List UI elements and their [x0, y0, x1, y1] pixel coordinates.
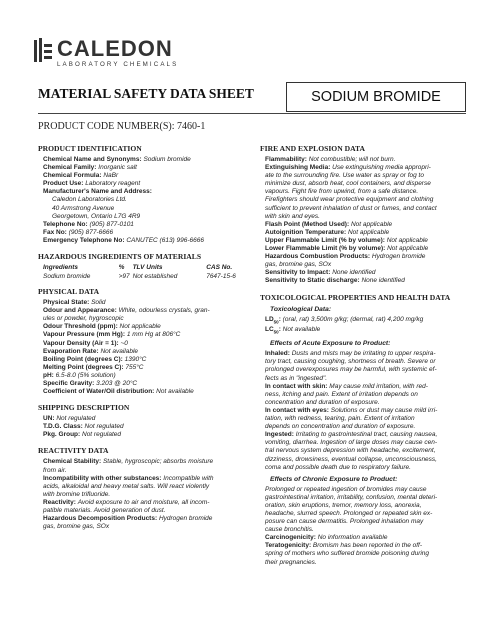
- list-item: ules or powder, hygroscopic: [43, 315, 124, 323]
- list-item: Ingested: Irritating to gastrointestinal tract, causing nausea,: [265, 431, 438, 439]
- list-item: gastrointestinal irritation, irritability, confusion, mental deteri-: [265, 493, 438, 501]
- list-item: Inhaled: Dusts and mists may be irritating to upper respira-: [265, 350, 436, 358]
- section-hazardous-ingredients: [38, 252, 246, 280]
- list-item: Odour and Appearance: White, odourless crystals, gran-: [43, 307, 210, 315]
- product-name-box: SODIUM BROMIDE: [286, 82, 466, 112]
- list-item: tory tract, causing coughing, shortness of breath. Severe or: [265, 358, 436, 366]
- list-item: Vapour Pressure (mm Hg): 1 mm Hg at 806°C: [43, 331, 181, 339]
- product-code: PRODUCT CODE NUMBER(S): 7460-1: [38, 121, 206, 132]
- list-item: Firefighters should wear protective equipment and clothing: [265, 196, 434, 204]
- list-item: concentration and duration of exposure.: [265, 398, 380, 406]
- list-item: Autoignition Temperature: Not applicable: [265, 228, 390, 236]
- list-item: dizziness, drowsiness, eventual collapse, unconsciousness,: [265, 455, 437, 463]
- list-item: posure can cause dermatitis. Prolonged inhalation may: [265, 518, 424, 526]
- section-title: PRODUCT IDENTIFICATION: [38, 144, 142, 153]
- brand-name: CALEDON: [57, 36, 173, 61]
- list-item: with bromine trifluoride.: [43, 490, 111, 498]
- list-item: Specific Gravity: 3.203 @ 20°C: [43, 379, 138, 387]
- section-product-identification: PRODUCT IDENTIFICATION Chemical Name and Synonyms: Sodium bromide Chemical Family: Inorganic salt Chemical Formula: NaBr Product Use: Laboratory reagent Manufacturer's Name and Address: Caledon Laboratories Ltd. 40 Armstrong Avenue Georgetown, Ontario L7G 4R9 Telephone No: (905) 877-0101 Fax No: (905) 877-6666 Emergency Telephone No: CANUTEC (613) 996-6666: [38, 144, 246, 245]
- list-item: Upper Flammable Limit (% by volume): Not applicable: [265, 236, 428, 244]
- table-row: Sodium bromide >97 Not established 7647-15-6: [43, 273, 236, 281]
- caledon-logo: [34, 38, 178, 68]
- left-column: [38, 144, 246, 538]
- document-title: MATERIAL SAFETY DATA SHEET: [38, 86, 254, 101]
- list-item: Incompatibility with other substances: Incompatible with: [43, 474, 214, 482]
- brand-subtitle: LABORATORY CHEMICALS: [57, 61, 179, 68]
- list-item: ness, itching and pain. Extent of irritation depends on: [265, 390, 418, 398]
- list-item: Flammability: Not combustible; will not burn.: [265, 156, 396, 163]
- list-item: coma and possible death due to respiratory failure.: [265, 463, 411, 471]
- section-title: HAZARDOUS INGREDIENTS OF MATERIALS: [38, 252, 202, 262]
- list-item: In contact with skin: May cause mild irritation, with red-: [265, 382, 428, 390]
- list-item: Carcinogenicity: No information available: [265, 534, 388, 542]
- section-toxicology: TOXICOLOGICAL PROPERTIES AND HEALTH DATA Toxicological Data: $LD_{50}$: (oral, rat) 3,500m g/kg; (dermal, rat) 4,200 mg/kg $LC_{50}$: Not available Effects of Acute Exposure to Product: Inhaled: Dusts and mists may be irritating to upper respira- tory tract, causing coughing, shortness of breath. Severe or prolonged overexposures may be harmful, with systemic ef- fects as in "ingested". In contact with skin: May cause mild irritation, with red- ness, itching and pain. Extent of irritation depends on concentration and duration of exposure. In contact with eyes: Solutions or dust may cause mild irri- tation, with redness, tearing, pain. Extent of irritation depends on concentration and duration of exposure. Ingested: Irritating to gastrointestinal tract, causing nausea, vomiting, diarrhea. Ingestion of large doses may cause cen- tral nervous system depression with headache, excitement, dizziness, drowsiness, eventual collapse, unconsciousness, coma and possible death due to respiratory failure. Effects of Chronic Exposure to Product: Prolonged or repeated ingestion of bromides may cause gastrointestinal irritation, irritability, confusion, mental deteri- oration, skin eruptions, tremor, memory loss, anorexia, headache, slurred speech. Prolonged or repeated skin ex- posure can cause dermatitis. Prolonged inhalation may cause bronchitis. Carcinogenicity: No information available Teratogenicity: Bromism has been reported in the off- spring of mothers who suffered bromide poisoning during their pregnancies.: [260, 293, 472, 567]
- list-item: gas, bromine gas, SOx: [265, 261, 332, 269]
- list-item: acids, alkaloidal and heavy metal salts. Will react violently: [43, 482, 210, 490]
- header-divider: [38, 113, 466, 114]
- list-item: Odour Threshold (ppm): Not applicable: [43, 323, 161, 331]
- list-item: fects as in "ingested".: [265, 374, 328, 382]
- right-column: [260, 144, 472, 574]
- list-item: pH: 6.5-8.0 (5% solution): [43, 371, 116, 379]
- list-item: Coefficient of Water/Oil distribution: Not available: [43, 388, 194, 396]
- list-item: patible materials. Avoid generation of dust.: [43, 507, 166, 514]
- section-title: SHIPPING DESCRIPTION: [38, 403, 130, 413]
- list-item: Flash Point (Method Used): Not applicable: [265, 220, 393, 228]
- list-item: Teratogenicity: Bromism has been reported in the off-: [265, 542, 423, 550]
- list-item: Chemical Stability: Stable, hygroscopic; absorbs moisture: [43, 458, 214, 466]
- toxicological-data-title: Toxicological Data:: [270, 305, 332, 313]
- section-title: TOXICOLOGICAL PROPERTIES AND HEALTH DATA: [260, 292, 451, 302]
- list-item: headache, slurred speech. Prolonged or repeated skin ex-: [265, 509, 433, 517]
- list-item: minimize dust, absorb heat, cool containers, and disperse: [265, 180, 431, 188]
- ingredients-table-header: Ingredients % TLV Units CAS No.: [43, 264, 233, 272]
- section-reactivity: [38, 446, 246, 531]
- list-item: from air.: [43, 466, 67, 474]
- section-fire-explosion: [260, 144, 472, 286]
- list-item: Evaporation Rate: Not available: [43, 347, 139, 355]
- list-item: sufficient to prevent inhalation of dust or fumes, and contact: [265, 204, 437, 212]
- list-item: Lower Flammable Limit (% by volume): Not applicable: [265, 245, 429, 253]
- section-title: REACTIVITY DATA: [38, 446, 109, 456]
- list-item: ate to the surrounding fire. Use water as spray or fog to: [265, 172, 424, 180]
- list-item: tral nervous system depression with headache, excitement,: [265, 447, 436, 455]
- list-item: oration, skin eruptions, tremor, memory loss, anorexia,: [265, 501, 422, 509]
- list-item: Physical State: Solid: [43, 299, 106, 307]
- list-item: Melting Point (degrees C): 755°C: [43, 363, 144, 371]
- section-title: FIRE AND EXPLOSION DATA: [260, 144, 365, 153]
- chronic-exposure-title: Effects of Chronic Exposure to Product:: [270, 475, 398, 483]
- list-item: Boiling Point (degrees C): 1390°C: [43, 355, 147, 363]
- list-item: with skin and eyes.: [265, 212, 320, 220]
- list-item: prolonged overexposures may be harmful, with systemic ef-: [265, 366, 437, 374]
- list-item: Reactivity: Avoid exposure to air and moisture, all incom-: [43, 498, 210, 506]
- list-item: depends on concentration and duration of exposure.: [265, 423, 416, 431]
- list-item: cause bronchitis.: [265, 526, 314, 534]
- section-title: PHYSICAL DATA: [38, 287, 100, 297]
- list-item: vomiting, diarrhea. Ingestion of large doses may cause cen-: [265, 439, 437, 447]
- list-item: spring of mothers who suffered bromide poisoning during: [265, 550, 430, 558]
- list-item: their pregnancies.: [265, 558, 317, 566]
- list-item: gas, bromine gas, SOx: [43, 523, 110, 531]
- acute-exposure-title: Effects of Acute Exposure to Product:: [270, 340, 391, 348]
- list-item: Prolonged or repeated ingestion of bromides may cause: [265, 485, 427, 493]
- list-item: T.D.G. Class: Not regulated: [43, 423, 124, 431]
- list-item: Pkg. Group: Not regulated: [43, 431, 122, 439]
- list-item: Vapour Density (Air = 1): ~0: [43, 339, 128, 347]
- list-item: Extinguishing Media: Use extinguishing media appropri-: [265, 164, 431, 172]
- list-item: In contact with eyes: Solutions or dust may cause mild irri-: [265, 406, 438, 414]
- list-item: Sensitivity to Static discharge: None identified: [265, 277, 405, 285]
- section-shipping: [38, 403, 246, 439]
- list-item: Hazardous Combustion Products: Hydrogen bromide: [265, 253, 426, 261]
- list-item: Sensitivity to Impact: None identified: [265, 269, 376, 277]
- list-item: vapours. Fight fire from upwind, from a safe distance.: [265, 188, 419, 196]
- flask-logo-icon: [34, 38, 54, 64]
- list-item: UN: Not regulated: [43, 415, 96, 423]
- list-item: tation, with redness, tearing, pain. Extent of irritation: [265, 415, 415, 423]
- section-physical-data: [38, 287, 246, 396]
- list-item: Hazardous Decomposition Products: Hydrogen bromide: [43, 515, 213, 523]
